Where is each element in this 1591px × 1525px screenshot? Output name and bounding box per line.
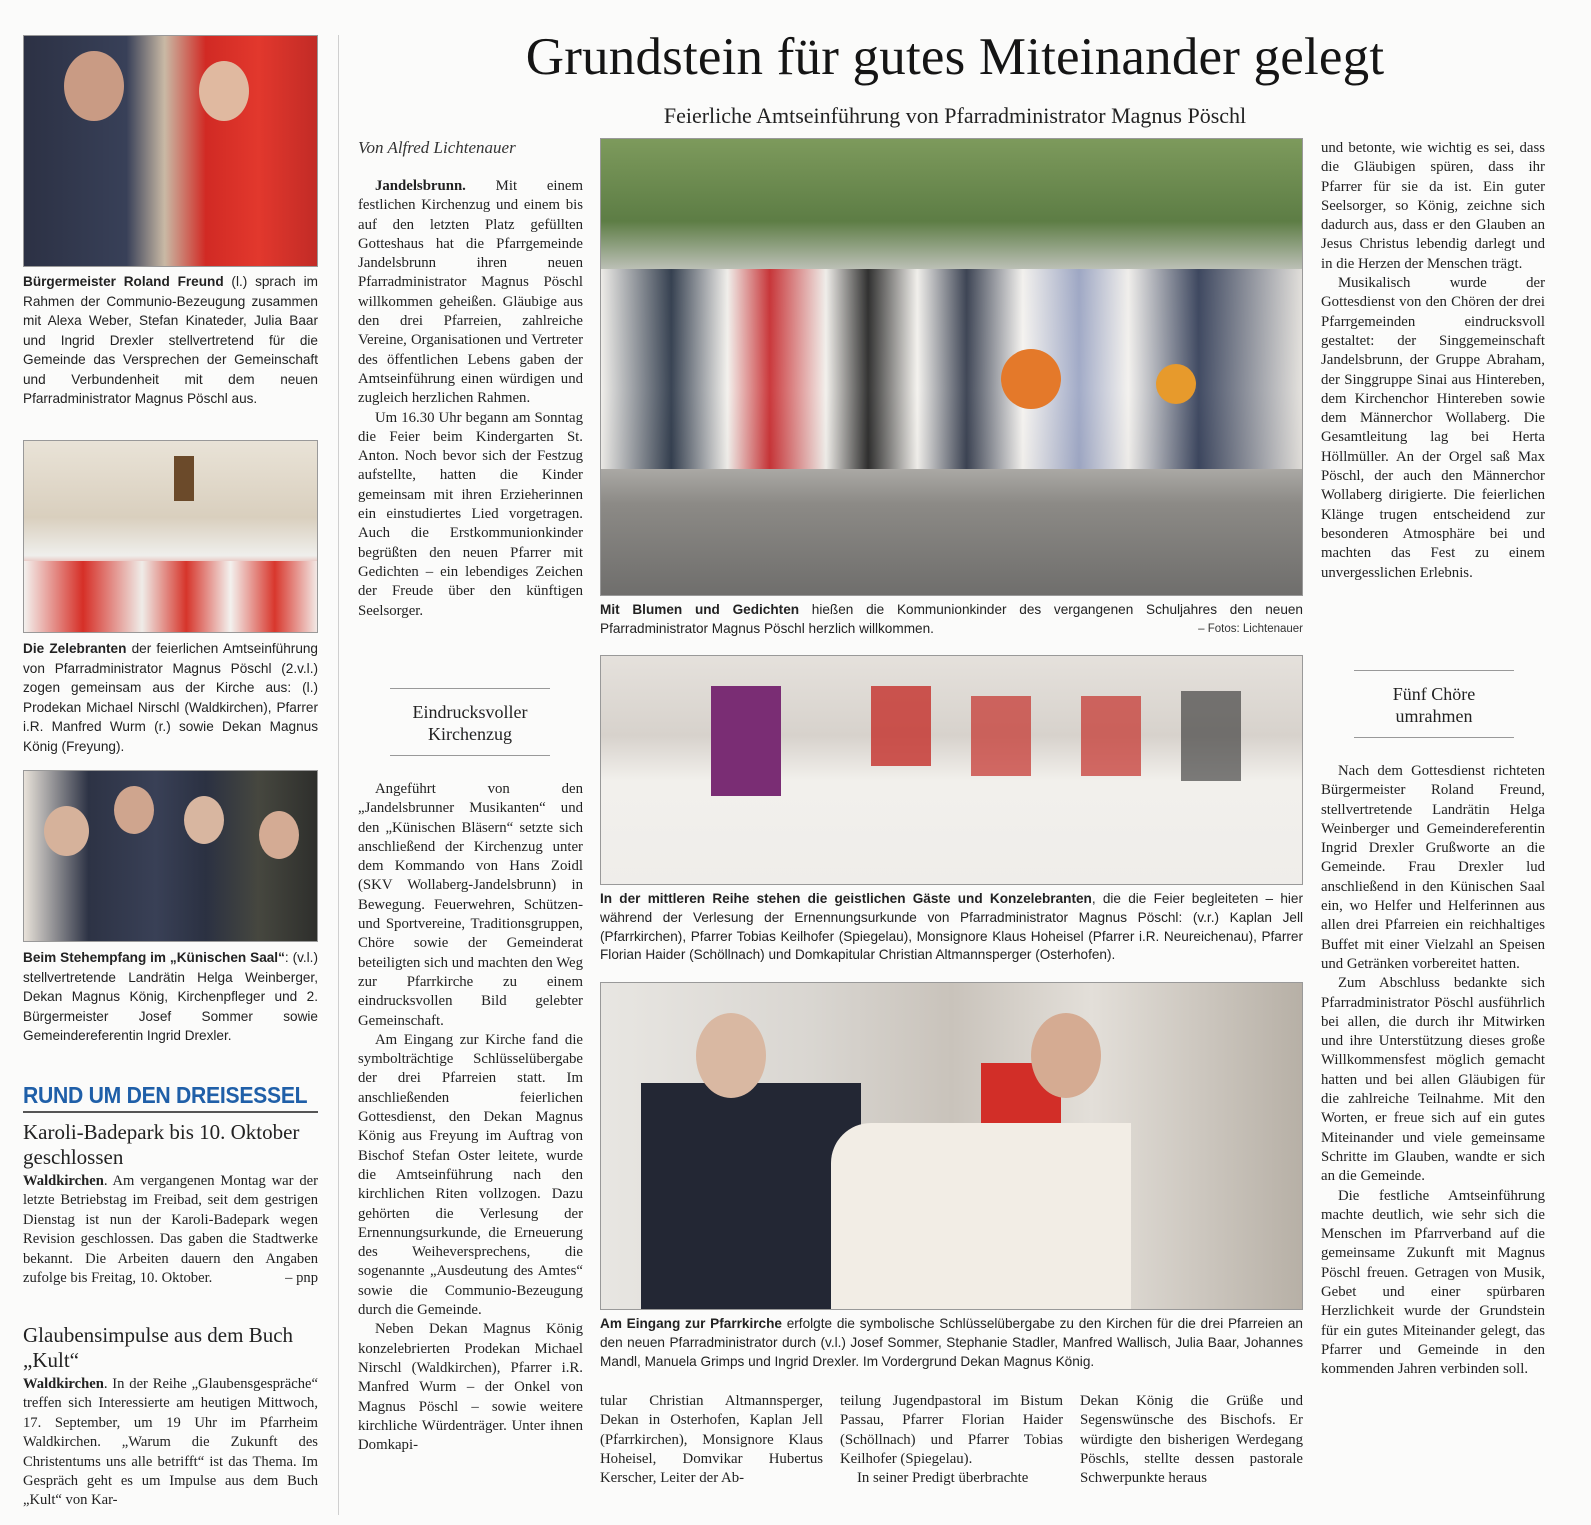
article-headline: Grundstein für gutes Miteinander gelegt bbox=[525, 28, 1385, 86]
caption-lead: Mit Blumen und Gedichten bbox=[600, 602, 800, 617]
paragraph: Die festliche Amtseinführung machte deutlich, wie sehr sich die Menschen im Pfarrverband auf die gemeinsame Zukunft mit Magnus Pöschl freuen. Getragen von Musik, Gebet und einer spürbaren Herzlichkeit wurde der Grundstein für ein gutes Miteinander gelegt, das Pfarrer und Gemeinde in den kommenden Jahren verbinden soll. bbox=[1321, 1187, 1545, 1378]
caption-text: hießen die Kommunionkinder des vergangenen Schuljahres den neuen Pfarradministrator Magnus Pöschl herzlich willkommen. bbox=[600, 602, 1303, 636]
caption-text: , die die Feier begleiteten – hier während der Verlesung der Ernennungsurkunde von Pfarradministrator Magnus Pöschl: (v.r.) Kaplan Jell (Pfarrkirchen), Pfarrer Tobias Keilhofer (Spiegelau), Monsignore Klaus Hoheisel (Pfarrer i.R. Neureichenau), Pfarrer Florian Haider (Schöllnach) und Domkapitular Christian Altmannsperger (Osterhofen). bbox=[600, 891, 1303, 963]
author-signature: – pnp bbox=[285, 1270, 318, 1287]
section-rubric: RUND UM DEN DREISESSEL bbox=[23, 1082, 308, 1108]
intertitle bbox=[390, 688, 550, 756]
photo-key-handover bbox=[600, 982, 1303, 1310]
intertitle-rule bbox=[1354, 737, 1514, 738]
dateline: Jandelsbrunn. bbox=[375, 178, 466, 194]
paragraph: Musikalisch wurde der Gottesdienst von den Chören der drei Pfarrgemeinden eindrucksvoll gestaltet: der Singgemeinschaft Jandelsbrunn, der Gruppe Abraham, der Singgruppe Sinai aus Hintereben, dem Kirchenchor Hintereben sowie dem Männerchor Wollaberg. Die Gesamtleitung lag bei Herta Höllmüller. An der Orgel saß Max Pöschl, der auch den Männerchor Wollaberg dirigierte. Die feierlichen Klänge trugen entscheidend zur besonderen Atmosphäre bei und machten das Fest zu einem unvergesslichen Erlebnis. bbox=[1321, 275, 1545, 581]
byline: Von Alfred Lichtenauer bbox=[358, 138, 516, 157]
article-column-1 bbox=[358, 177, 583, 621]
column-divider bbox=[338, 35, 339, 1515]
short-news-title: Glaubensimpulse aus dem Buch „Kult“ bbox=[23, 1323, 294, 1372]
article-column-5 bbox=[1321, 139, 1545, 583]
photo-flowers-poems bbox=[600, 138, 1303, 596]
paragraph: Mit einem festlichen Kirchenzug und einem bis auf den letzten Platz gefüllten Gotteshaus hat die Pfarrgemeinde Jandelsbrunn ihren neuen Pfarradministrator Magnus Pöschl willkommen geheißen. Gläubige aus den drei Pfarreien, zahlreiche Vereine, Organisationen und Vertreter des öffentlichen Lebens gaben der Amtseinführung einen würdigen und zugleich herzlichen Rahmen. bbox=[358, 178, 583, 407]
article-column-4 bbox=[1080, 1392, 1303, 1488]
short-news-text: . Am vergangenen Montag war der letzte Betriebstag im Freibad, seit dem gestrigen Dienstag ist nun der Karoli-Badepark wegen Revision geschlossen. Das gaben die Stadtwerke bekannt. Die Arbeiten dauern den Angaben zufolge bis Freitag, 10. Oktober. bbox=[23, 1173, 318, 1287]
paragraph: Zum Abschluss bedankte sich Pfarradministrator Pöschl ausführlich bei allen, die durch ihr Mitwirken und ihre Unterstützung dieses große Willkommensfest möglich gemacht hatten und bei allen Gläubigen für die zahlreiche Teilnahme. Mit den Worten, er freue sich auf ein gutes Miteinander und viele gemeinsame Schritte im Glauben, wandte er sich an die Gemeinde. bbox=[1321, 975, 1545, 1185]
photo-caption bbox=[23, 948, 318, 1046]
rubric-divider bbox=[23, 1111, 318, 1113]
intertitle-text: Fünf Chöre umrahmen bbox=[1392, 684, 1476, 726]
intertitle-rule bbox=[1354, 670, 1514, 671]
article-column-5-continued bbox=[1321, 762, 1545, 1380]
photo-caption bbox=[23, 639, 318, 756]
photo-celebrants bbox=[23, 440, 318, 633]
intertitle-rule bbox=[390, 755, 550, 756]
paragraph: Am Eingang zur Kirche fand die symbolträchtige Schlüsselübergabe der drei Pfarreien statt. Im anschließenden feierlichen Gottesdienst, den Dekan Magnus König aus Freyung im Auftrag von Bischof Stefan Oster leitete, wurde die Amtseinführung nach den kirchlichen Riten vollzogen. Dazu gehörten die Verlesung der Ernennungsurkunde, die Erneuerung des Weiheversprechens, die sogenannte „Ausdeutung des Amtes“ sowie die Communio-Bezeugung durch die Gemeinde. bbox=[358, 1031, 583, 1319]
article-column-2 bbox=[600, 1392, 823, 1488]
caption-text: : (v.l.) stellvertretende Landrätin Helga Weinberger, Dekan Magnus König, Kirchenpfleger und 2. Bürgermeister Josef Sommer sowie Gemeindereferentin Ingrid Drexler. bbox=[23, 950, 318, 1043]
paragraph: teilung Jugendpastoral im Bistum Passau, Pfarrer Florian Haider (Schöllnach) und Pfarrer Tobias Keilhofer (Spiegelau). bbox=[840, 1393, 1063, 1467]
short-news-body bbox=[23, 1375, 318, 1511]
dateline: Waldkirchen bbox=[23, 1173, 104, 1189]
paragraph: tular Christian Altmannsperger, Dekan in Osterhofen, Kaplan Jell (Pfarrkirchen), Monsignore Klaus Hoheisel, Domvikar Hubertus Kerscher, Leiter der Ab- bbox=[600, 1393, 823, 1487]
paragraph: Neben Dekan Magnus König konzelebrierten Prodekan Michael Nirschl (Waldkirchen), Pfarrer i.R. Manfred Wurm – der Onkel von Magnus Pöschl – sowie weitere kirchliche Würdenträger. Unter ihnen Domkapi- bbox=[358, 1321, 583, 1454]
photo-credit: – Fotos: Lichtenauer bbox=[1198, 623, 1303, 635]
article-subheadline: Feierliche Amtseinführung von Pfarradministrator Magnus Pöschl bbox=[663, 103, 1247, 128]
photo-caption bbox=[600, 1315, 1303, 1371]
paragraph: Angeführt von den „Jandelsbrunner Musikanten“ und den „Künischen Bläsern“ setzte sich anschließend der Kirchenzug unter dem Kommando von Hans Zoidl (SKV Wollaberg-Jandelsbrunn) in Bewegung. Feuerwehren, Schützen- und Sportvereine, Traditionsgruppen, Chöre sowie der Gemeinderat beteiligten sich und machten den Weg zur Pfarrkirche zu einem eindrucksvollen Bild gelebter Gemeinschaft. bbox=[358, 781, 583, 1029]
caption-text: (l.) sprach im Rahmen der Communio-Bezeugung zusammen mit Alexa Weber, Stefan Kinateder, Julia Baar und Ingrid Drexler stellvertretend für die Gemeinde das Versprechen der Gemeinschaft und Verbundenheit mit dem neuen Pfarradministrator Magnus Pöschl aus. bbox=[23, 274, 319, 406]
intertitle-rule bbox=[390, 688, 550, 689]
caption-lead: In der mittleren Reihe stehen die geistlichen Gäste und Konzelebranten bbox=[600, 891, 1092, 906]
caption-lead: Am Eingang zur Pfarrkirche bbox=[600, 1316, 782, 1331]
photo-caption bbox=[23, 272, 318, 409]
paragraph: Um 16.30 Uhr begann am Sonntag die Feier beim Kindergarten St. Anton. Noch bevor sich der Festzug aufstellte, hatten die Kinder gemeinsam mit ihren Erzieherinnen ein einstudiertes Lied vorgetragen. Auch die Erstkommunionkinder begrüßten den neuen Pfarrer mit Gedichten – ein lebendiges Zeichen der Freude über den künftigen Seelsorger. bbox=[358, 409, 583, 619]
article-column-1-continued bbox=[358, 780, 583, 1455]
caption-lead: Bürgermeister Roland Freund bbox=[23, 274, 224, 289]
caption-lead: Die Zelebranten bbox=[23, 641, 127, 656]
intertitle bbox=[1354, 670, 1514, 738]
caption-lead: Beim Stehempfang im „Künischen Saal“ bbox=[23, 950, 285, 965]
caption-text: erfolgte die symbolische Schlüsselübergabe zu den Kirchen für die drei Pfarreien an den neuen Pfarradministrator durch (v.l.) Josef Sommer, Stephanie Stadler, Manfred Wallisch, Julia Baar, Johannes Mandl, Manuela Grimps und Ingrid Drexler. Im Vordergrund Dekan Magnus König. bbox=[600, 1316, 1303, 1369]
short-news-body bbox=[23, 1172, 318, 1288]
photo-reception bbox=[23, 770, 318, 942]
intertitle-text: Eindrucksvoller Kirchenzug bbox=[412, 702, 528, 744]
short-news-title: Karoli-Badepark bis 10. Oktober geschlossen bbox=[23, 1120, 300, 1169]
photo-appointment-reading bbox=[600, 655, 1303, 885]
paragraph: In seiner Predigt überbrachte bbox=[857, 1470, 1029, 1487]
dateline: Waldkirchen bbox=[23, 1376, 104, 1392]
paragraph: und betonte, wie wichtig es sei, dass die Gläubigen spüren, dass ihr Pfarrer für sie da ist. Ein guter Seelsorger, so König, zeichne sich dadurch aus, dass er den Glauben an Jesus Christus lebendig darlegt und in die Herzen der Menschen trägt. bbox=[1321, 140, 1545, 272]
article-column-3 bbox=[840, 1392, 1063, 1488]
paragraph: Dekan König die Grüße und Segenswünsche des Bischofs. Er würdigte den bisherigen Werdegang Pöschls, stellte dessen pastorale Schwerpunkte heraus bbox=[1080, 1393, 1303, 1487]
photo-caption bbox=[600, 890, 1303, 965]
short-news-text: . In der Reihe „Glaubensgespräche“ treffen sich Interessierte am heutigen Mittwoch, 17. September, um 19 Uhr im Pfarrheim Waldkirchen. „Warum die Zukunft des Christentums uns alle betrifft“ ist das Thema. Im Gespräch geht es um Impulse aus dem Buch „Kult“ von Kar- bbox=[23, 1376, 318, 1509]
paragraph: Nach dem Gottesdienst richteten Bürgermeister Roland Freund, stellvertretende Landrätin Helga Weinberger und Gemeindereferentin Ingrid Drexler Grußworte an die Gemeinde. Frau Drexler lud anschließend in den Künischen Saal ein, wo Helfer und Helferinnen aus allen drei Pfarreien ein reichhaltiges Buffet mit einer Vielzahl an Speisen und Getränken vorbereitet hatten. bbox=[1321, 763, 1545, 972]
photo-mayor-greeting bbox=[23, 35, 318, 267]
caption-text: der feierlichen Amtseinführung von Pfarradministrator Magnus Pöschl (2.v.l.) zogen gemeinsam aus der Kirche aus: (l.) Prodekan Michael Nirschl (Waldkirchen), Pfarrer i.R. Manfred Wurm (r.) sowie Dekan Magnus König (Freyung). bbox=[23, 641, 318, 754]
